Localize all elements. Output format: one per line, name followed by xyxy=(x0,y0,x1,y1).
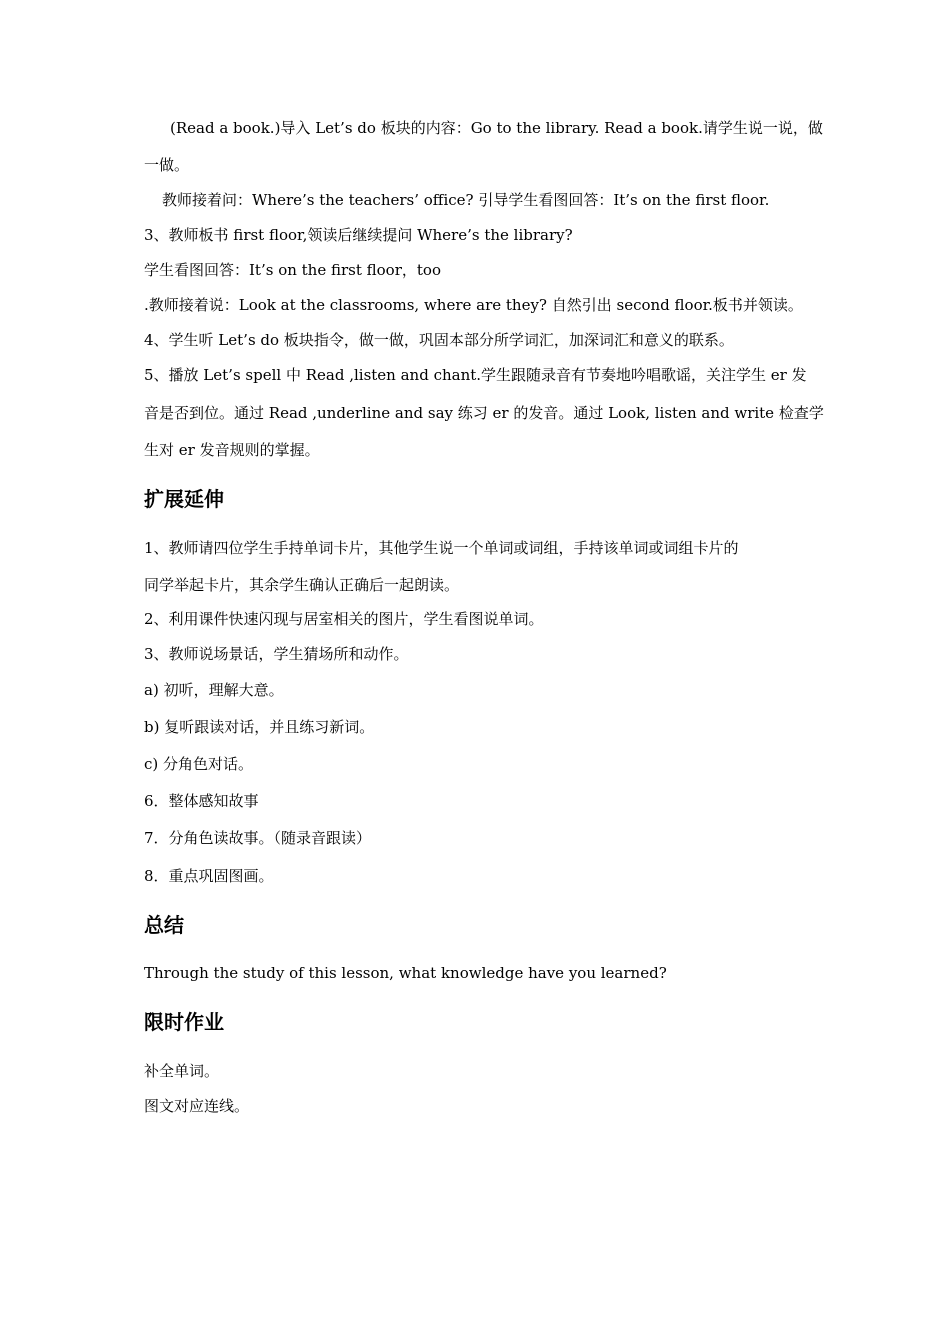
summary-line-1: Through the study of this lesson, what knowledge have you learned? xyxy=(144,964,667,982)
intro-line-4: 3、教师板书 first floor,领读后继续提问 Where’s the library? xyxy=(144,226,573,244)
section-heading-homework: 限时作业 xyxy=(144,1010,224,1034)
extension-line-5: a) 初听，理解大意。 xyxy=(144,681,284,699)
extension-line-10: 8．重点巩固图画。 xyxy=(144,867,274,885)
intro-line-2: 一做。 xyxy=(144,156,190,174)
homework-line-1: 补全单词。 xyxy=(144,1062,220,1080)
section-heading-summary: 总结 xyxy=(144,913,184,937)
intro-line-10: 生对 er 发音规则的掌握。 xyxy=(144,441,320,459)
intro-line-1: (Read a book.)导入 Let’s do 板块的内容：Go to the library. Read a book.请学生说一说，做 xyxy=(170,119,823,137)
extension-line-2: 同学举起卡片，其余学生确认正确后一起朗读。 xyxy=(144,576,460,594)
extension-line-8: 6．整体感知故事 xyxy=(144,792,259,810)
extension-line-7: c) 分角色对话。 xyxy=(144,755,254,773)
extension-line-1: 1、教师请四位学生手持单词卡片，其他学生说一个单词或词组，手持该单词或词组卡片的 xyxy=(144,539,739,557)
intro-line-9: 音是否到位。通过 Read ,underline and say 练习 er 的发音。通过 Look, listen and write 检查学 xyxy=(144,404,824,422)
section-heading-extension: 扩展延伸 xyxy=(144,487,224,511)
intro-line-6: .教师接着说：Look at the classrooms, where are they? 自然引出 second floor.板书并领读。 xyxy=(144,296,803,314)
extension-line-4: 3、教师说场景话，学生猜场所和动作。 xyxy=(144,645,409,663)
homework-line-2: 图文对应连线。 xyxy=(144,1097,250,1115)
intro-line-3: 教师接着问：Where’s the teachers’ office? 引导学生看图回答：It’s on the first floor. xyxy=(162,191,770,209)
intro-line-7: 4、学生听 Let’s do 板块指令，做一做，巩固本部分所学词汇，加深词汇和意义的联系。 xyxy=(144,331,734,349)
extension-line-9: 7．分角色读故事。（随录音跟读） xyxy=(144,829,372,847)
intro-line-8: 5、播放 Let’s spell 中 Read ,listen and chant.学生跟随录音有节奏地吟唱歌谣，关注学生 er 发 xyxy=(144,366,807,384)
extension-line-6: b) 复听跟读对话，并且练习新词。 xyxy=(144,718,375,736)
intro-line-5: 学生看图回答：It’s on the first floor，too xyxy=(144,261,441,279)
extension-line-3: 2、利用课件快速闪现与居室相关的图片，学生看图说单词。 xyxy=(144,610,544,628)
